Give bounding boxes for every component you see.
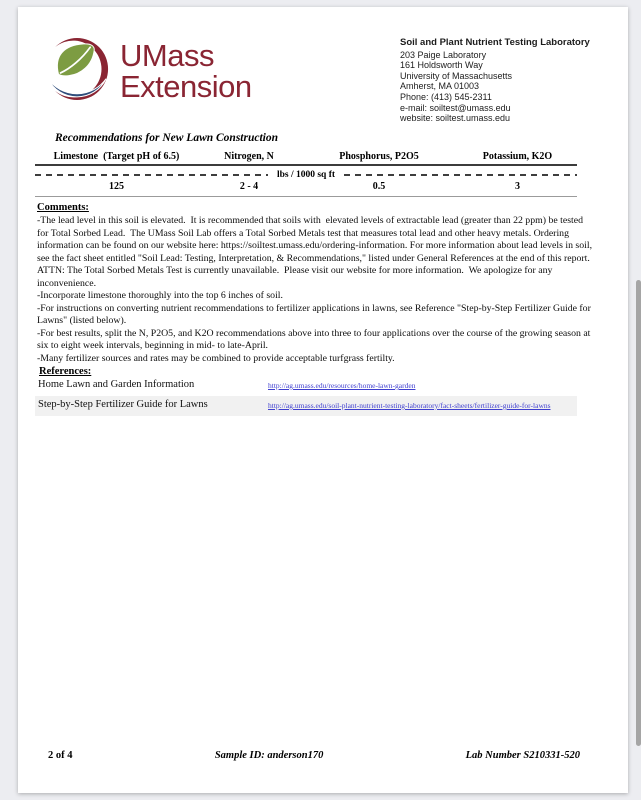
table-values-row [35,181,577,194]
reference-link[interactable]: http://ag.umass.edu/soil-plant-nutrient-testing-laboratory/fact-sheets/fertilizer-guide-for-lawns [268,401,551,410]
column-header-phosphorus: Phosphorus, P2O5 [339,151,419,162]
reference-row [35,396,577,416]
comments-heading: Comments: [37,202,89,213]
value-potassium: 3 [515,180,520,192]
table-header-row [35,151,577,162]
page-footer [18,750,628,761]
comment-item: -The lead level in this soil is elevated. It is recommended that soils with elevated levels of extractable lead (greater than 22 ppm) be tested for Total Sorbed Lead. The UMass Soil Lab offers a Total Sorbed Metals test that measures total lead and other heavy metals. Ordering information can be found on our website here: https://soiltest.umass.edu/ordering-information. For more information about lead levels in soil, see the fact sheet entitled "Soil Lead: Testing, Interpretation, & Recommendations," listed under General References at the end of this report. ATTN: The Total Sorbed Metals Test is currently unavailable. Please visit our website for more information. We apologize for any inconvenience. [37,215,595,289]
lab-name: Soil and Plant Nutrient Testing Laboratory [400,37,590,48]
umass-extension-logo-icon [44,36,110,102]
umass-extension-wordmark [120,40,252,102]
address-line: Phone: (413) 545-2311 [400,91,492,102]
references-list [35,376,577,416]
address-line: Amherst, MA 01003 [400,81,480,92]
address-line: 203 Paige Laboratory [400,49,487,60]
address-line: e-mail: soiltest@umass.edu [400,102,511,113]
comments-body [37,215,593,365]
address-line: 161 Holdsworth Way [400,60,483,71]
umass-extension-logo [44,36,252,102]
reference-label: Home Lawn and Garden Information [38,379,195,390]
scrollbar-thumb[interactable] [636,280,641,746]
sample-id: Sample ID: anderson170 [214,750,324,761]
lab-number: Lab Number S210331-520 [465,750,580,761]
address-line: website: soiltest.umass.edu [400,113,511,124]
table-bottom-rule [35,196,577,197]
comment-item: -Many fertilizer sources and rates may be combined to provide acceptable turfgrass fertilty. [37,352,395,364]
comment-item: -For instructions on converting nutrient recommendations to fertilizer applications in lawns, see Reference "Step-by-Step Fertilizer Guide for Lawns" (listed below). [37,302,594,326]
dashed-line-right [344,174,577,176]
dashed-line-left [35,174,268,176]
wordmark-line2: Extension [120,69,252,104]
units-label: lbs / 1000 sq ft [276,169,336,180]
recommendations-table [35,151,577,197]
references-heading: References: [39,366,92,377]
comment-item: -For best results, split the N, P2O5, and K2O recommendations above into three to four applications over the course of the growing season at six to eight week intervals, beginning in mid- to late-April. [37,327,593,351]
table-header-rule [35,164,577,166]
wordmark-line1: UMass [120,38,214,73]
value-nitrogen: 2 - 4 [239,180,259,192]
reference-label: Step-by-Step Fertilizer Guide for Lawns [38,399,208,410]
column-header-potassium: Potassium, K2O [482,151,553,162]
document-page [18,7,628,793]
column-header-limestone: Limestone (Target pH of 6.5) [53,151,180,162]
column-header-nitrogen: Nitrogen, N [224,151,274,162]
page-number: 2 of 4 [48,750,73,761]
units-row [35,169,577,181]
value-phosphorus: 0.5 [372,180,386,192]
comment-item: -Incorporate limestone thoroughly into the top 6 inches of soil. [37,290,283,301]
reference-link[interactable]: http://ag.umass.edu/resources/home-lawn-garden [268,381,416,390]
address-line: University of Massachusetts [400,70,513,81]
reference-row [35,376,577,396]
lab-address-block [400,38,590,124]
value-limestone: 125 [109,180,124,192]
recommendations-title: Recommendations for New Lawn Construction [55,132,279,144]
